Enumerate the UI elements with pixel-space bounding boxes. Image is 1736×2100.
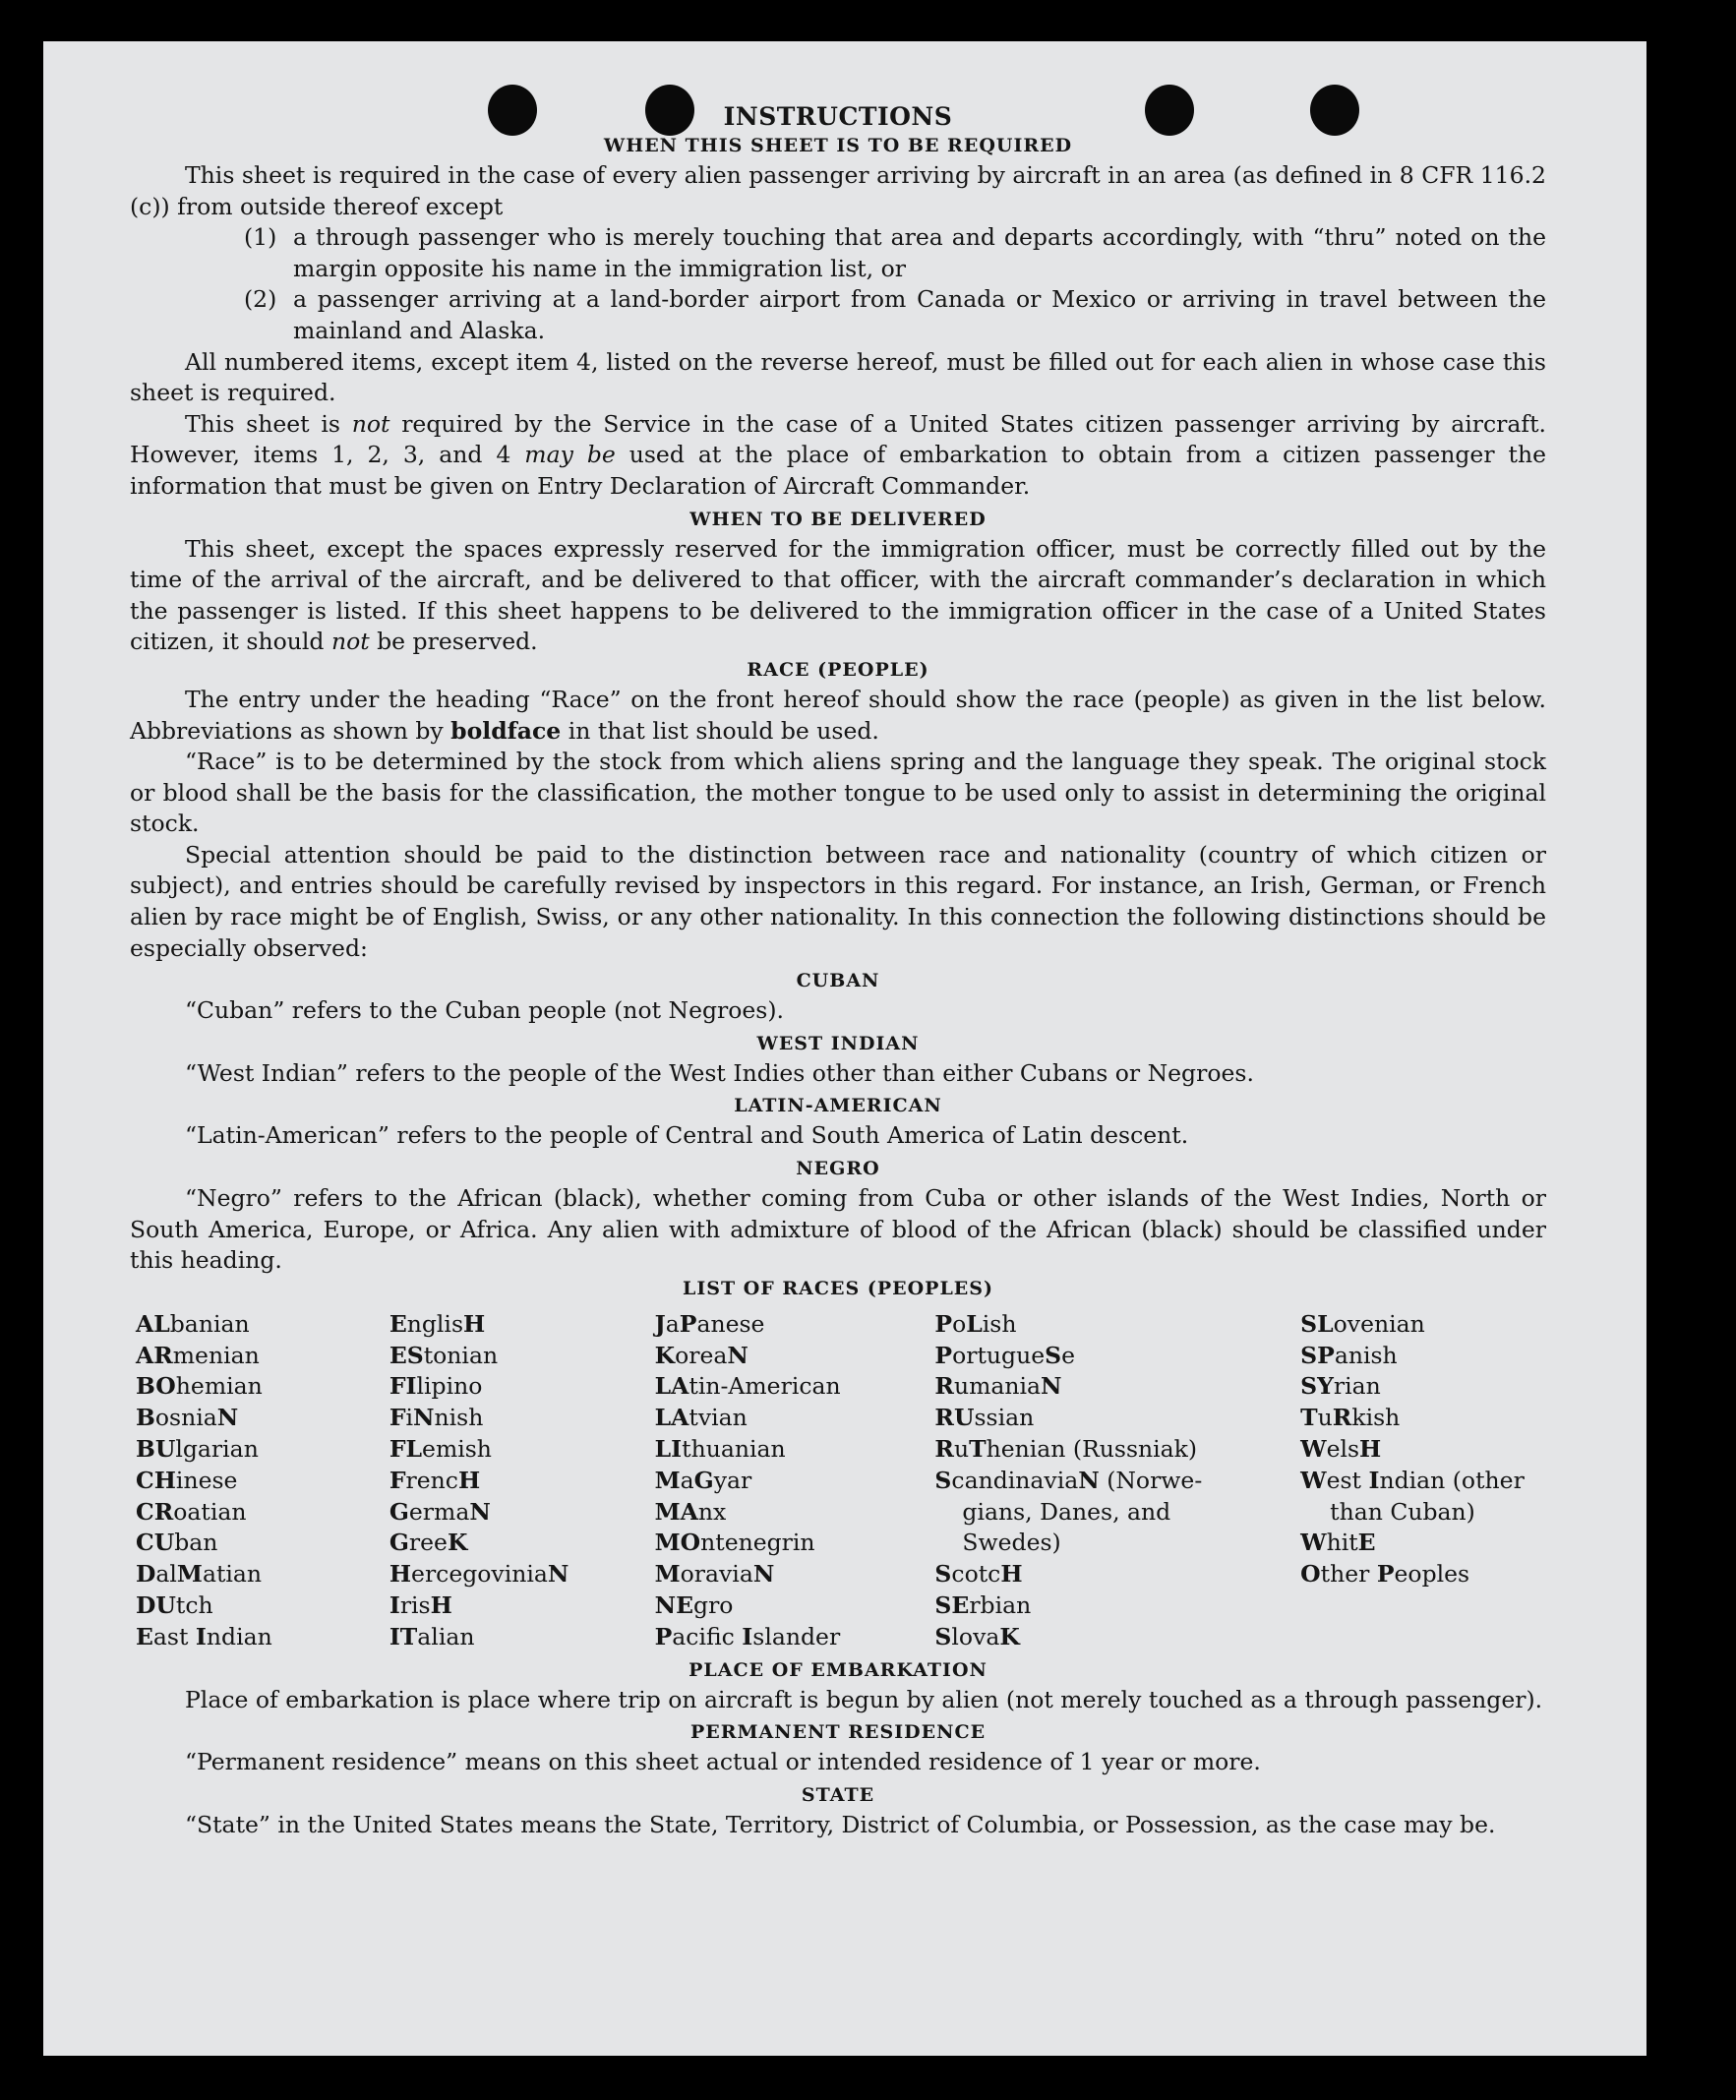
race-text: ovenian (1333, 1309, 1425, 1338)
section-heading-west-indian: WEST INDIAN (756, 1032, 920, 1054)
race-abbreviation: BU (136, 1435, 176, 1463)
section-heading-negro: NEGRO (796, 1158, 880, 1180)
section-heading-state: STATE (801, 1783, 875, 1806)
race-entry (136, 1528, 389, 1559)
race-abbreviation: E (389, 1309, 407, 1338)
paragraph: All numbered items, except item 4, listed on the reverse hereof, must be filled out for each alien in whose case this sheet is required. (130, 347, 1546, 407)
race-entry (389, 1559, 655, 1590)
race-entry (1300, 1434, 1546, 1466)
race-abbreviation: IT (389, 1622, 418, 1650)
race-entry (1300, 1559, 1546, 1590)
race-text: ther (1320, 1560, 1377, 1589)
race-entry (389, 1497, 655, 1529)
paragraph: “Race” is to be determined by the stock from which aliens spring and the language they speak. The original stock or blood shall be the basis for the classification, the mother tongue to be used only to assist in determining the original stock. (130, 748, 1546, 838)
race-text: cotc (951, 1560, 1001, 1589)
race-entry (389, 1309, 655, 1341)
race-abbreviation: G (389, 1529, 409, 1557)
race-abbreviation: N (216, 1404, 239, 1432)
race-text: ndian (other (1379, 1466, 1525, 1494)
race-entry (389, 1403, 655, 1434)
race-entry (136, 1559, 389, 1590)
race-text: ris (399, 1590, 431, 1619)
race-abbreviation: BO (136, 1372, 176, 1401)
race-entry (136, 1341, 389, 1372)
race-text: anish (1334, 1341, 1398, 1369)
race-abbreviation: AR (136, 1341, 173, 1369)
text-run: be preserved. (369, 628, 538, 656)
text-run: This sheet, except the spaces expressly reserved for the immigration officer, must be correctly filled out by the time of the arrival of the aircraft, and be delivered to that officer, with the aircraft commander’s declaration in which the passenger is listed. If this sheet happens to be delivered to the immigration officer in the case of a United States citizen, it should (130, 534, 1546, 656)
race-entry (934, 1341, 1300, 1372)
race-abbreviation: D (136, 1560, 156, 1589)
race-text: a (680, 1466, 694, 1494)
race-abbreviation: K (654, 1341, 676, 1369)
race-text: lipino (416, 1372, 483, 1401)
race-entry (1300, 1309, 1546, 1341)
race-column (389, 1309, 655, 1653)
race-text: nish (434, 1404, 484, 1432)
race-entry (136, 1466, 389, 1497)
race-entry (934, 1371, 1300, 1403)
item-text: a passenger arriving at a land-border airport from Canada or Mexico or arriving in travel between the mainland and Alaska. (293, 285, 1546, 344)
instructions-content (130, 100, 1546, 1840)
race-abbreviation: MO (654, 1529, 701, 1557)
race-text: (Norwe- (1099, 1466, 1203, 1494)
list-item (244, 222, 1546, 284)
section-heading-when-delivered: WHEN TO BE DELIVERED (689, 508, 987, 530)
text-run: used at the place of embarkation to obtain from a citizen passenger the information that must be given on Entry Declaration of Aircraft Commander. (130, 441, 1546, 500)
race-abbreviation: FI (389, 1372, 417, 1401)
section-heading-when-required: WHEN THIS SHEET IS TO BE REQUIRED (603, 135, 1073, 156)
race-abbreviation: M (176, 1560, 203, 1589)
race-abbreviation: S (1045, 1341, 1062, 1369)
race-abbreviation: P (934, 1341, 953, 1369)
race-abbreviation: FL (389, 1435, 423, 1463)
race-abbreviation: N (469, 1497, 491, 1526)
race-abbreviation: K (999, 1622, 1020, 1650)
race-text: gro (693, 1590, 734, 1619)
race-entry (1300, 1341, 1546, 1372)
bold-text: boldface (450, 716, 562, 745)
race-text: slander (752, 1622, 841, 1650)
race-text: e (1061, 1341, 1076, 1369)
race-abbreviation: O (1300, 1560, 1321, 1589)
race-abbreviation: P (679, 1309, 697, 1338)
race-text: lova (951, 1622, 1000, 1650)
paragraph (130, 409, 1546, 503)
race-abbreviation: SL (1300, 1309, 1334, 1338)
paragraph: “Latin-American” refers to the people of Central and South America of Latin descent. (185, 1121, 1189, 1150)
race-abbreviation: E (1357, 1529, 1376, 1557)
race-abbreviation: H (1359, 1435, 1382, 1463)
race-text: kish (1351, 1404, 1401, 1432)
document-page (43, 41, 1646, 2056)
race-text: rian (1333, 1372, 1381, 1401)
paragraph: “West Indian” refers to the people of the West Indies other than either Cubans or Negroes. (185, 1058, 1254, 1087)
race-abbreviation: T (1300, 1404, 1318, 1432)
race-abbreviation: N (1078, 1466, 1100, 1494)
race-abbreviation: N (547, 1560, 569, 1589)
race-abbreviation: H (430, 1590, 452, 1619)
race-abbreviation: H (1000, 1560, 1023, 1589)
race-text: oravia (680, 1560, 753, 1589)
race-abbreviation: SY (1300, 1372, 1334, 1401)
race-text: ban (174, 1529, 218, 1557)
race-entry (655, 1559, 935, 1590)
section-heading-race: RACE (PEOPLE) (747, 658, 929, 681)
race-entry: than Cuban) (1330, 1497, 1475, 1526)
race-abbreviation: B (136, 1404, 155, 1432)
item-number: (2) (244, 285, 277, 314)
race-text: menian (172, 1341, 260, 1369)
race-entry (655, 1528, 935, 1559)
race-abbreviation: W (1300, 1529, 1327, 1557)
race-text: eoples (1394, 1560, 1470, 1589)
race-entry (389, 1622, 655, 1653)
race-text: els (1326, 1435, 1360, 1463)
race-abbreviation: N (1041, 1372, 1062, 1401)
race-text: ndian (206, 1622, 272, 1650)
page-title: INSTRUCTIONS (723, 102, 953, 131)
race-entry (1300, 1466, 1546, 1497)
text-run: The entry under the heading “Race” on the front hereof should show the race (people) as given in the list below. Abbreviations as shown by (130, 685, 1546, 745)
race-text: ree (408, 1529, 448, 1557)
race-text: al (155, 1560, 177, 1589)
race-text: erma (408, 1497, 470, 1526)
race-text: anese (696, 1309, 765, 1338)
race-entry (655, 1371, 935, 1403)
race-abbreviation: I (389, 1590, 400, 1619)
paragraph (130, 534, 1546, 658)
race-text: atian (202, 1560, 263, 1589)
race-text: u (1317, 1404, 1333, 1432)
race-abbreviation: E (136, 1622, 153, 1650)
race-abbreviation: M (654, 1560, 681, 1589)
race-text: ish (982, 1309, 1017, 1338)
race-entry: gians, Danes, and (962, 1497, 1171, 1526)
race-entry (934, 1403, 1300, 1434)
race-text: est (1326, 1466, 1369, 1494)
race-abbreviation: AL (136, 1309, 170, 1338)
race-abbreviation: P (1376, 1560, 1395, 1589)
race-abbreviation: T (969, 1435, 987, 1463)
race-entry (389, 1528, 655, 1559)
item-number: (1) (244, 223, 277, 252)
race-text: candinavia (951, 1466, 1079, 1494)
race-text: nx (697, 1497, 727, 1526)
race-text: hit (1326, 1529, 1358, 1557)
race-text: thuanian (682, 1435, 786, 1463)
race-abbreviation: H (463, 1309, 486, 1338)
list-item (244, 284, 1546, 346)
race-entry (655, 1497, 935, 1529)
race-abbreviation: R (1332, 1404, 1352, 1432)
race-entry (934, 1622, 1300, 1653)
race-abbreviation: R (934, 1435, 954, 1463)
race-abbreviation: S (934, 1622, 952, 1650)
race-text: renc (405, 1466, 458, 1494)
race-text: tvian (688, 1404, 748, 1432)
race-abbreviation: N (752, 1560, 775, 1589)
race-text: tin-American (688, 1372, 841, 1401)
race-abbreviation: P (654, 1622, 673, 1650)
race-abbreviation: I (195, 1622, 207, 1650)
paragraph (130, 685, 1546, 747)
section-heading-list-of-races: LIST OF RACES (PEOPLES) (683, 1277, 993, 1299)
race-entry (136, 1403, 389, 1434)
race-text: orea (675, 1341, 728, 1369)
race-entry (136, 1497, 389, 1529)
race-abbreviation: CU (136, 1529, 175, 1557)
race-text: banian (169, 1309, 250, 1338)
race-text: umania (953, 1372, 1042, 1401)
race-abbreviation: G (693, 1466, 714, 1494)
race-entry (655, 1341, 935, 1372)
race-abbreviation: W (1300, 1435, 1327, 1463)
race-entry (389, 1434, 655, 1466)
race-abbreviation: CH (136, 1466, 176, 1494)
race-text: u (953, 1435, 970, 1463)
paragraph: “Negro” refers to the African (black), whether coming from Cuba or other islands of the West Indies, North or South America, Europe, or Africa. Any alien with admixture of blood of the African (black) should be classified under this heading. (130, 1184, 1546, 1275)
race-entry (655, 1466, 935, 1497)
text-run: in that list should be used. (561, 716, 879, 745)
text-run: This sheet is (185, 409, 352, 438)
section-heading-latin-american: LATIN-AMERICAN (734, 1095, 942, 1117)
paragraph: “State” in the United States means the State, Territory, District of Columbia, or Possession, as the case may be. (185, 1810, 1496, 1838)
race-entry (136, 1590, 389, 1622)
text-run: required by the Service in the case of a United States citizen passenger arriving by aircraft. However, items 1, 2, 3, and 4 (130, 409, 1546, 469)
race-entry (136, 1371, 389, 1403)
race-abbreviation: F (389, 1466, 406, 1494)
race-text: rbian (969, 1590, 1032, 1619)
race-entry (136, 1622, 389, 1653)
race-column (934, 1309, 1300, 1653)
race-entry (389, 1466, 655, 1497)
race-abbreviation: SP (1300, 1341, 1335, 1369)
race-abbreviation: DU (136, 1590, 176, 1619)
race-text: emish (422, 1435, 492, 1463)
race-abbreviation: LA (654, 1372, 689, 1401)
race-abbreviation: H (389, 1560, 412, 1589)
race-abbreviation: I (742, 1622, 753, 1650)
race-entry (655, 1403, 935, 1434)
race-abbreviation: H (457, 1466, 481, 1494)
race-entry (389, 1371, 655, 1403)
race-text: inese (175, 1466, 238, 1494)
section-heading-cuban: CUBAN (796, 970, 880, 992)
race-abbreviation: ES (389, 1341, 424, 1369)
item-text: a through passenger who is merely touching that area and departs accordingly, with “thru” noted on the margin opposite his name in the immigration list, or (293, 223, 1546, 282)
race-text: oatian (173, 1497, 247, 1526)
race-abbreviation: R (934, 1372, 954, 1401)
race-column (136, 1309, 389, 1653)
race-entry (934, 1434, 1300, 1466)
race-abbreviation: G (389, 1497, 409, 1526)
emphasis-text: not (351, 409, 390, 438)
race-text: yar (713, 1466, 752, 1494)
race-abbreviation: L (966, 1309, 983, 1338)
race-abbreviation: W (1300, 1466, 1327, 1494)
race-entry (934, 1309, 1300, 1341)
race-abbreviation: K (447, 1529, 468, 1557)
section-heading-permanent-residence: PERMANENT RESIDENCE (689, 1721, 987, 1744)
race-entry (136, 1309, 389, 1341)
race-entry (389, 1590, 655, 1622)
race-abbreviation: CR (136, 1497, 174, 1526)
race-text: ast (152, 1622, 196, 1650)
race-abbreviation: J (654, 1309, 666, 1338)
race-entry (655, 1309, 935, 1341)
race-entry (934, 1559, 1300, 1590)
race-column (1300, 1309, 1546, 1653)
race-text: lgarian (175, 1435, 259, 1463)
race-text: tch (175, 1590, 213, 1619)
race-text: ortugue (952, 1341, 1046, 1369)
race-column (655, 1309, 935, 1653)
race-entry (934, 1590, 1300, 1622)
race-abbreviation: F (389, 1404, 406, 1432)
race-text: a (665, 1309, 680, 1338)
race-abbreviation: P (934, 1309, 953, 1338)
race-text: o (952, 1309, 967, 1338)
race-text: alian (417, 1622, 475, 1650)
race-entry (1300, 1528, 1546, 1559)
race-entry (655, 1622, 935, 1653)
race-abbreviation: S (934, 1560, 952, 1589)
race-entry (655, 1590, 935, 1622)
paragraph: “Cuban” refers to the Cuban people (not Negroes). (185, 996, 785, 1025)
race-entry: Swedes) (962, 1529, 1061, 1557)
race-text: ssian (974, 1404, 1035, 1432)
race-abbreviation: N (727, 1341, 748, 1369)
race-text: i (405, 1404, 414, 1432)
race-text: acific (672, 1622, 743, 1650)
race-text: hemian (175, 1372, 263, 1401)
race-entry (934, 1466, 1300, 1497)
race-entry (389, 1341, 655, 1372)
paragraph: “Permanent residence” means on this sheet actual or intended residence of 1 year or more. (185, 1748, 1261, 1776)
race-entry (655, 1434, 935, 1466)
paragraph: Special attention should be paid to the distinction between race and nationality (country of which citizen or subject), and entries should be carefully revised by inspectors in this regard. For instance, an Irish, German, or French alien by race might be of English, Swiss, or any other nationality. In this connection the following distinctions should be especially observed: (130, 840, 1546, 962)
race-entry (136, 1434, 389, 1466)
race-abbreviation: SE (934, 1590, 970, 1619)
race-entry (1300, 1371, 1546, 1403)
race-text: ercegovinia (411, 1560, 548, 1589)
paragraph: This sheet is required in the case of every alien passenger arriving by aircraft in an area (as defined in 8 CFR 116.2 (c)) from outside thereof except (130, 161, 1546, 220)
race-text: ntenegrin (700, 1529, 815, 1557)
emphasis-text: not (330, 628, 370, 656)
race-text: osnia (154, 1404, 217, 1432)
races-list (136, 1309, 1546, 1653)
race-text: nglis (406, 1309, 464, 1338)
race-entry (1300, 1403, 1546, 1434)
race-abbreviation: I (1368, 1466, 1380, 1494)
race-abbreviation: LA (654, 1404, 689, 1432)
race-text: tonian (423, 1341, 499, 1369)
race-abbreviation: RU (934, 1404, 975, 1432)
race-abbreviation: LI (654, 1435, 683, 1463)
race-abbreviation: N (413, 1404, 435, 1432)
emphasis-text: may be (524, 441, 616, 469)
race-text: henian (Russniak) (986, 1435, 1198, 1463)
race-abbreviation: NE (654, 1590, 694, 1619)
section-heading-embarkation: PLACE OF EMBARKATION (688, 1658, 988, 1681)
paragraph: Place of embarkation is place where trip on aircraft is begun by alien (not merely touched as a through passenger). (185, 1685, 1543, 1713)
race-abbreviation: MA (654, 1497, 698, 1526)
race-abbreviation: M (654, 1466, 681, 1494)
race-abbreviation: S (934, 1466, 952, 1494)
